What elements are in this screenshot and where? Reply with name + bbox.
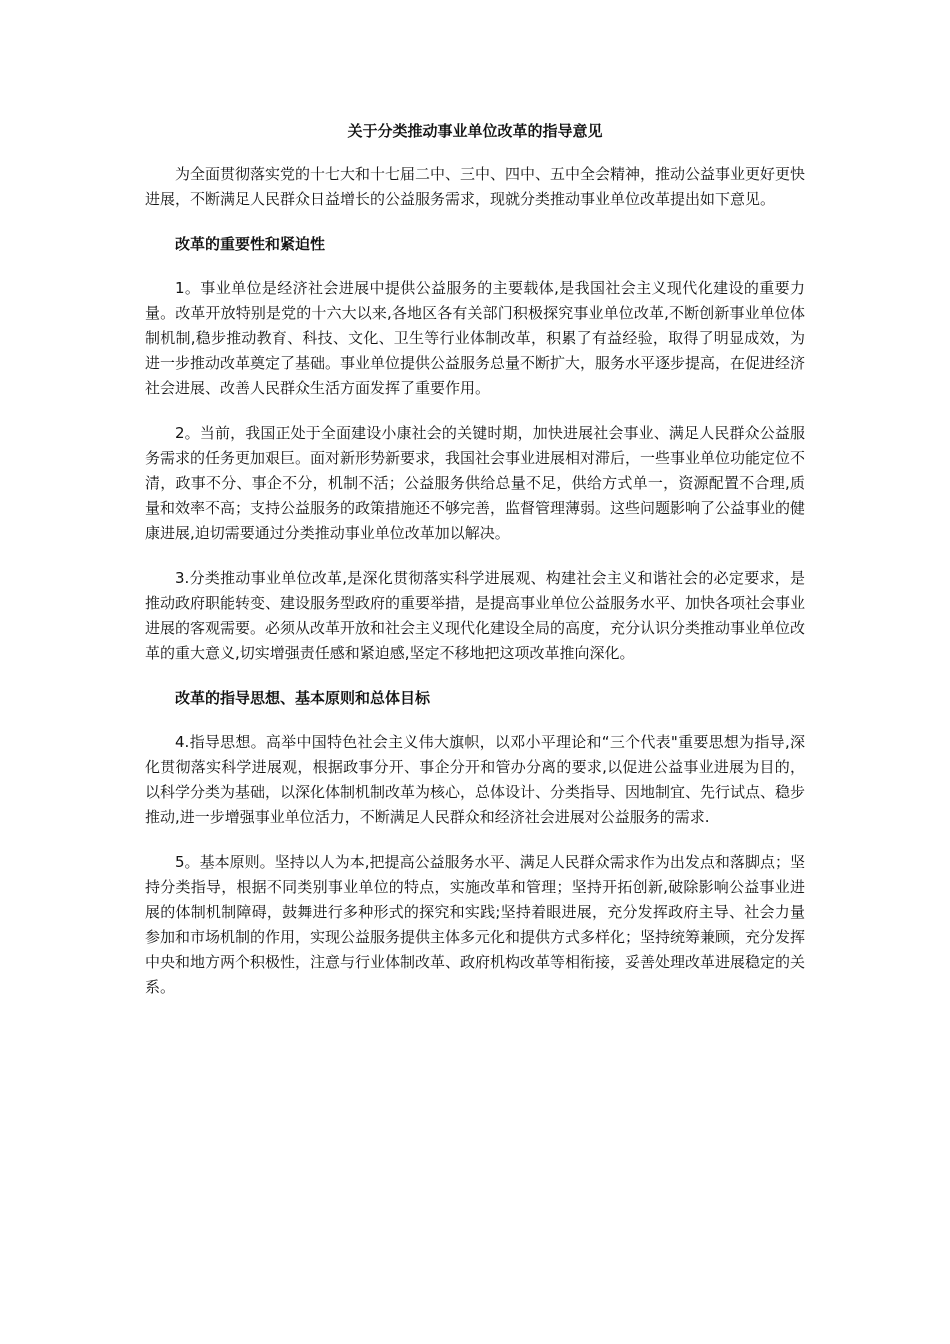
paragraph-3: 3.分类推动事业单位改革,是深化贯彻落实科学进展观、构建社会主义和谐社会的必定要求，是推动政府职能转变、建设服务型政府的重要举措，是提高事业单位公益服务水平、加快各项社会事业进展的客观需要。必须从改革开放和社会主义现代化建设全局的高度，充分认识分类推动事业单位改革的重大意义,切实增强责任感和紧迫感,坚定不移地把这项改革推向深化。 bbox=[145, 569, 806, 662]
section-heading: 改革的指导思想、基本原则和总体目标 bbox=[175, 689, 431, 707]
document-title: 关于分类推动事业单位改革的指导意见 bbox=[347, 122, 603, 140]
document-page bbox=[145, 120, 805, 1020]
paragraph-4: 4.指导思想。高举中国特色社会主义伟大旗帜，以邓小平理论和“三个代表"重要思想为指导,深化贯彻落实科学进展观，根据政事分开、事企分开和管办分离的要求,以促进公益事业进展为目的，以科学分类为基础，以深化体制机制改革为核心，总体设计、分类指导、因地制宜、先行试点、稳步推动,进一步增强事业单位活力，不断满足人民群众和经济社会进展对公益服务的需求. bbox=[145, 733, 806, 826]
paragraph-1: 1。事业单位是经济社会进展中提供公益服务的主要载体,是我国社会主义现代化建设的重要力量。改革开放特别是党的十六大以来,各地区各有关部门积极探究事业单位改革,不断创新事业单位体制机制,稳步推动教育、科技、文化、卫生等行业体制改革，积累了有益经验，取得了明显成效，为进一步推动改革奠定了基础。事业单位提供公益服务总量不断扩大，服务水平逐步提高，在促进经济社会进展、改善人民群众生活方面发挥了重要作用。 bbox=[145, 279, 806, 397]
paragraph-5: 5。基本原则。坚持以人为本,把提高公益服务水平、满足人民群众需求作为出发点和落脚点；坚持分类指导，根据不同类别事业单位的特点，实施改革和管理；坚持开拓创新,破除影响公益事业进展的体制机制障碍，鼓舞进行多种形式的探究和实践;坚持着眼进展，充分发挥政府主导、社会力量参加和市场机制的作用，实现公益服务提供主体多元化和提供方式多样化；坚持统筹兼顾，充分发挥中央和地方两个积极性，注意与行业体制改革、政府机构改革等相衔接，妥善处理改革进展稳定的关系。 bbox=[145, 853, 806, 996]
section-heading: 改革的重要性和紧迫性 bbox=[175, 235, 326, 253]
intro-paragraph: 为全面贯彻落实党的十七大和十七届二中、三中、四中、五中全会精神，推动公益事业更好更快进展，不断满足人民群众日益增长的公益服务需求，现就分类推动事业单位改革提出如下意见。 bbox=[145, 165, 806, 208]
section-guiding-principles bbox=[145, 686, 805, 1000]
paragraph-2: 2。当前，我国正处于全面建设小康社会的关键时期，加快进展社会事业、满足人民群众公益服务需求的任务更加艰巨。面对新形势新要求，我国社会事业进展相对滞后，一些事业单位功能定位不清，政事不分、事企不分，机制不活；公益服务供给总量不足，供给方式单一，资源配置不合理,质量和效率不高；支持公益服务的政策措施还不够完善，监督管理薄弱。这些问题影响了公益事业的健康进展,迫切需要通过分类推动事业单位改革加以解决。 bbox=[145, 424, 806, 542]
section-importance bbox=[145, 232, 805, 666]
